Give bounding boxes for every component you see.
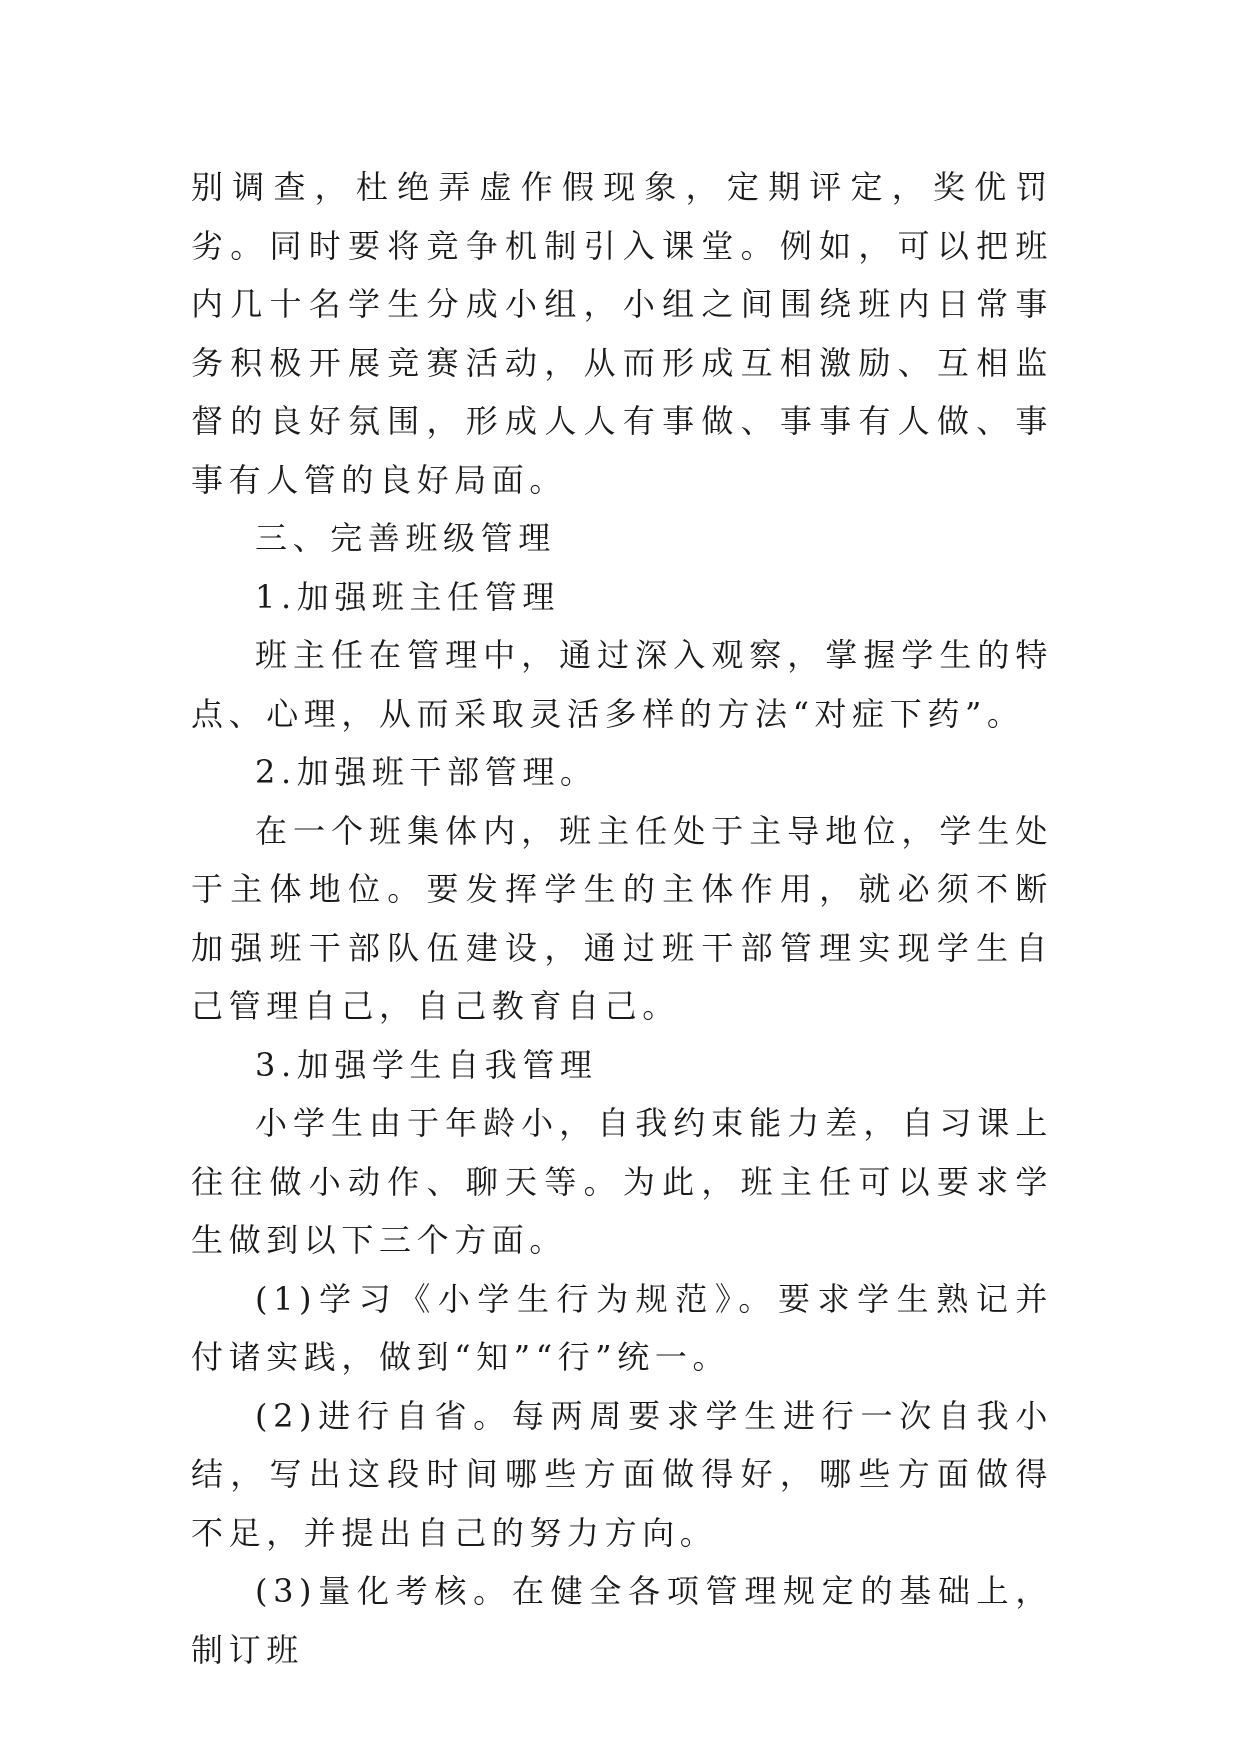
list-item-3: (3)量化考核。在健全各项管理规定的基础上，制订班 bbox=[191, 1572, 1053, 1669]
subheading-3: 3.加强学生自我管理 bbox=[255, 1045, 598, 1084]
section-heading-3: 三、完善班级管理 bbox=[255, 519, 556, 557]
paragraph-3: 在一个班集体内，班主任处于主导地位，学生处于主体地位。要发挥学生的主体作用，就必须不断加强班干部队伍建设，通过班干部管理实现学生自己管理自己，自己教育自己。 bbox=[191, 811, 1053, 1025]
list-item-2: (2)进行自省。每两周要求学生进行一次自我小结，写出这段时间哪些方面做得好，哪些方面做得不足，并提出自己的努力方向。 bbox=[191, 1396, 1053, 1552]
subheading-2: 2.加强班干部管理。 bbox=[255, 753, 598, 791]
subheading-1: 1.加强班主任管理 bbox=[255, 577, 560, 616]
paragraph-2: 班主任在管理中，通过深入观察，掌握学生的特点、心理，从而采取灵活多样的方法“对症下药”。 bbox=[191, 636, 1053, 733]
document-body bbox=[191, 158, 1053, 1679]
paragraph-1: 别调查，杜绝弄虚作假现象，定期评定，奖优罚劣。同时要将竞争机制引入课堂。例如，可以把班内几十名学生分成小组，小组之间围绕班内日常事务积极开展竞赛活动，从而形成互相激励、互相监督的良好氛围，形成人人有事做、事事有人做、事事有人管的良好局面。 bbox=[191, 168, 1053, 499]
list-item-1: (1)学习《小学生行为规范》。要求学生熟记并付诸实践，做到“知”“行”统一。 bbox=[191, 1279, 1053, 1376]
paragraph-4: 小学生由于年龄小，自我约束能力差，自习课上往往做小动作、聊天等。为此，班主任可以要求学生做到以下三个方面。 bbox=[191, 1104, 1053, 1259]
